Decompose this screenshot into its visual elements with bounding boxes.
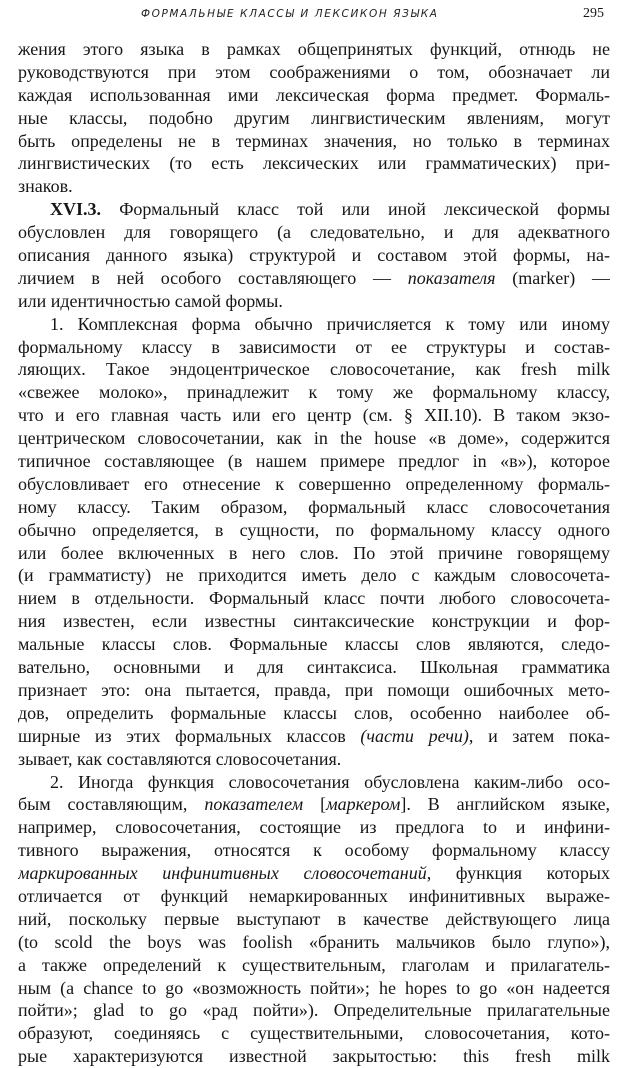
line-text: ний, поскольку первые выступают в качестве действующего лица — [18, 908, 610, 929]
text-line — [18, 702, 610, 725]
line-text: а также определений к существительным, глаголам и прилагатель- — [18, 954, 610, 975]
line-text: ширные из этих формальных классов — [18, 725, 361, 746]
line-text: мальные классы слов. Формальные классы слов являются, следо- — [18, 634, 610, 655]
text-line — [18, 496, 610, 519]
text-line — [18, 130, 610, 153]
line-text: знаков. — [18, 176, 73, 197]
line-text: пойти»; glad to go «рад пойти»). Определительные прилагательные — [18, 1000, 610, 1021]
italic-term: (части речи) — [360, 725, 469, 746]
text-line — [18, 885, 610, 908]
text-line — [18, 862, 610, 885]
text-line — [18, 244, 610, 267]
line-text: тивного выражения, относятся к особому формальному классу — [18, 840, 610, 861]
text-line — [18, 793, 610, 816]
text-line — [18, 816, 610, 839]
line-text: обычно определяется, в сущности, по формальному классу одного — [18, 519, 610, 540]
line-text: что и его главная часть или его центр (см. § XII.10). В таком экзо- — [18, 405, 610, 426]
line-text: бым составляющим, — [18, 794, 205, 815]
text-line — [18, 610, 610, 633]
text-line — [18, 633, 610, 656]
line-text: личием в ней особого составляющего — — [18, 267, 408, 288]
line-text: лингвистических (то есть лексических или грамматических) при- — [18, 153, 610, 174]
text-line — [18, 175, 610, 198]
text-line — [18, 977, 610, 1000]
line-text: центрическом словосочетании, как in the house «в доме», содержится — [18, 428, 610, 449]
text-line — [18, 542, 610, 565]
text-line — [18, 427, 610, 450]
line-text: или идентичностью самой формы. — [18, 290, 283, 311]
text-line — [18, 38, 610, 61]
text-line — [18, 679, 610, 702]
text-line — [18, 473, 610, 496]
text-line — [18, 587, 610, 610]
line-text: признает это: она пытается, правда, при помощи ошибочных мето- — [18, 679, 610, 700]
italic-term: маркером — [326, 794, 401, 815]
line-text: обусловлен для говорящего (а следовательно, и для адекватного — [18, 222, 610, 243]
line-text: или более включенных в него слов. По этой причине говорящему — [18, 542, 610, 563]
line-text-continued: (marker) — — [495, 267, 610, 288]
line-text: ные классы, подобно другим лингвистическим явлениям, могут — [18, 107, 610, 128]
line-text: жения этого языка в рамках общепринятых функций, отнюдь не — [18, 39, 610, 59]
text-line — [18, 290, 610, 313]
page-header — [18, 4, 610, 38]
line-text-continued: , и затем пока- — [468, 725, 610, 746]
line-text: описания данного языка) структурой и составом этой формы, на- — [18, 245, 610, 266]
line-text: руководствуются при этом соображениями о том, обозначает ли — [18, 61, 610, 82]
line-text: нием в отдельности. Формальный класс почти любого словосочета- — [18, 588, 610, 609]
body-text — [18, 38, 610, 1068]
line-text: формальному классу в зависимости от ее структуры и состав- — [18, 336, 610, 357]
line-text: ным (a chance to go «возможность пойти»; he hopes to go «он надеется — [18, 977, 610, 998]
line-text-continued: [ — [303, 794, 327, 815]
text-line — [18, 404, 610, 427]
line-text: рые характеризуются известной закрытостью: this fresh milk — [18, 1046, 610, 1067]
line-text: Формальный класс той или иной лексической формы — [119, 199, 610, 220]
text-line — [18, 152, 610, 175]
text-line — [18, 564, 610, 587]
text-line — [18, 1045, 610, 1068]
text-line — [18, 519, 610, 542]
text-line — [18, 221, 610, 244]
text-line — [18, 908, 610, 931]
text-line — [18, 381, 610, 404]
line-text: (и грамматисту) не приходится иметь дело с каждым словосочета- — [18, 565, 610, 586]
text-line — [18, 1022, 610, 1045]
text-line — [18, 725, 610, 748]
line-text: отличается от функций немаркированных инфинитивных выраже- — [18, 885, 610, 906]
text-line — [18, 84, 610, 107]
line-text: ляющих. Такое эндоцентрическое словосочетание, как fresh milk — [18, 359, 610, 380]
text-line — [18, 313, 610, 336]
section-number: XVI.3. — [50, 199, 102, 220]
text-line — [18, 358, 610, 381]
line-text: образуют, соединяясь с существительными, словосочетания, кото- — [18, 1023, 610, 1044]
italic-term: показателя — [407, 267, 496, 288]
text-line — [18, 61, 610, 84]
line-text: зывает, как составляются словосочетания. — [18, 748, 342, 769]
text-line — [18, 656, 610, 679]
line-text: «свежее молоко», принадлежит к тому же формальному классу, — [18, 382, 610, 403]
text-line — [18, 107, 610, 130]
line-text: 1. Комплексная форма обычно причисляется к тому или иному — [50, 313, 610, 334]
text-line — [18, 267, 610, 290]
line-text: вательно, основными и для синтаксиса. Школьная грамматика — [18, 657, 610, 678]
italic-term: маркированных инфинитивных словосочетаний — [18, 863, 427, 884]
line-text: дов, определить формальные классы слов, особенно наиболее об- — [18, 702, 610, 723]
text-line — [18, 931, 610, 954]
line-text-continued: , функция которых — [426, 863, 610, 884]
text-line — [18, 336, 610, 359]
text-line — [18, 999, 610, 1022]
line-text: типичное составляющее (в нашем примере предлог in «в»), которое — [18, 451, 610, 472]
line-text: обусловливает его отнесение к совершенно определенному формаль- — [18, 473, 610, 494]
page-number: 295 — [583, 6, 604, 21]
line-text: ния известен, если известны синтаксические конструкции и фор- — [18, 611, 610, 632]
line-text: (to scold the boys was foolish «бранить мальчиков было глупо»), — [18, 931, 610, 952]
running-title: ФОРМАЛЬНЫЕ КЛАССЫ И ЛЕКСИКОН ЯЗЫКА — [141, 8, 439, 20]
text-line — [18, 954, 610, 977]
line-text-continued: ]. В английском языке, — [400, 794, 610, 815]
text-line — [18, 450, 610, 473]
line-text: каждая использованная ими лексическая форма предмет. Формаль- — [18, 84, 610, 105]
line-text: ному классу. Таким образом, формальный класс словосочетания — [18, 496, 610, 517]
text-line — [18, 748, 610, 771]
line-text: например, словосочетания, состоящие из предлога to и инфини- — [18, 817, 610, 838]
text-line — [18, 198, 610, 221]
line-text: быть определены не в терминах значения, но только в терминах — [18, 130, 610, 151]
text-line — [18, 771, 610, 794]
line-text: 2. Иногда функция словосочетания обусловлена каким-либо осо- — [50, 771, 610, 792]
italic-term: показателем — [204, 794, 304, 815]
text-line — [18, 839, 610, 862]
